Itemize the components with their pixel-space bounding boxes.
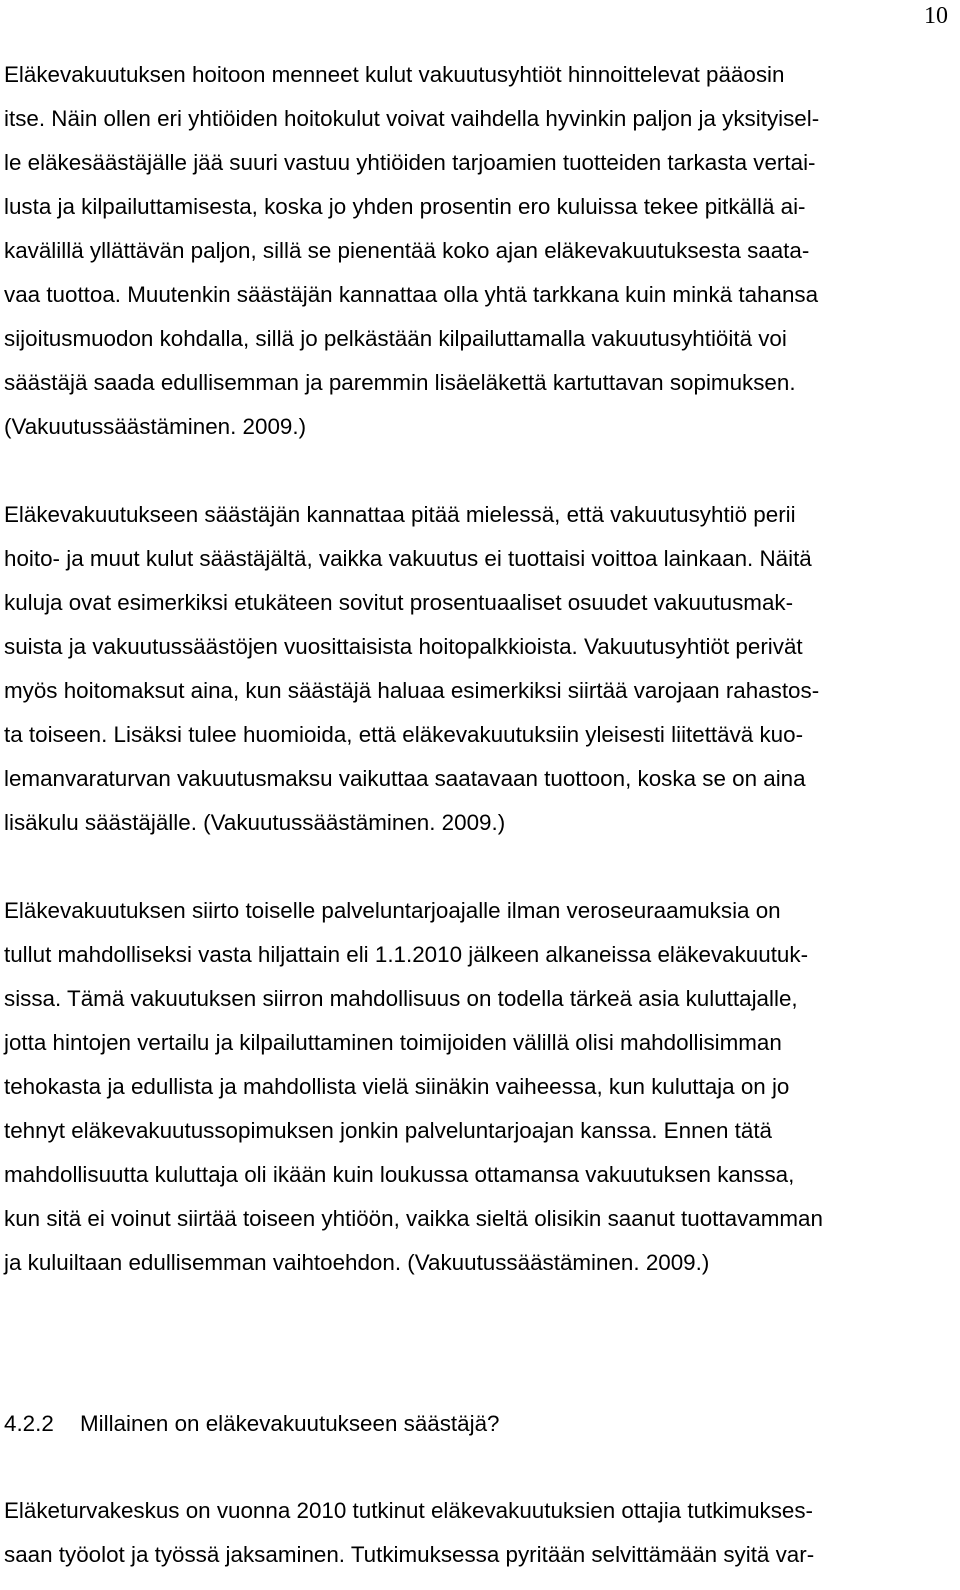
- paragraph-line: sijoitusmuodon kohdalla, sillä jo pelkästään kilpailuttamalla vakuutusyhtiöitä voi: [4, 326, 787, 351]
- paragraph-line: myös hoitomaksut aina, kun säästäjä haluaa esimerkiksi siirtää varojaan rahastos-: [4, 678, 820, 703]
- paragraph-line: ta toiseen. Lisäksi tulee huomioida, että eläkevakuutuksiin yleisesti liitettävä kuo-: [4, 722, 804, 747]
- paragraph-line: Eläkevakuutuksen siirto toiselle palveluntarjoajalle ilman veroseuraamuksia on: [4, 898, 781, 923]
- paragraph-line: vaa tuottoa. Muutenkin säästäjän kannattaa olla yhtä tarkkana kuin minkä tahansa: [4, 282, 819, 307]
- paragraph-line: kun sitä ei voinut siirtää toiseen yhtiöön, vaikka sieltä olisikin saanut tuottavamman: [4, 1206, 823, 1231]
- paragraph-line: Eläketurvakeskus on vuonna 2010 tutkinut eläkevakuutuksien ottajia tutkimukses-: [4, 1498, 814, 1523]
- section-title: Millainen on eläkevakuutukseen säästäjä?: [80, 1411, 500, 1436]
- paragraph-line: ja kuluiltaan edullisemman vaihtoehdon. (Vakuutussäästäminen. 2009.): [4, 1250, 710, 1275]
- paragraph-line: le eläkesäästäjälle jää suuri vastuu yhtiöiden tarjoamien tuotteiden tarkasta vertai-: [4, 150, 816, 175]
- paragraph-line: tehnyt eläkevakuutussopimuksen jonkin palveluntarjoajan kanssa. Ennen tätä: [4, 1118, 772, 1143]
- paragraph-line: Eläkevakuutukseen säästäjän kannattaa pitää mielessä, että vakuutusyhtiö perii: [4, 502, 796, 527]
- paragraph-line: tehokasta ja edullista ja mahdollista vielä siinäkin vaiheessa, kun kuluttaja on jo: [4, 1074, 790, 1099]
- section-number: 4.2.2: [4, 1411, 54, 1436]
- paragraph-line: kavälillä yllättävän paljon, sillä se pienentää koko ajan eläkevakuutuksesta saata-: [4, 238, 810, 263]
- paragraph-line: lisäkulu säästäjälle. (Vakuutussäästäminen. 2009.): [4, 810, 506, 835]
- paragraph-line: sissa. Tämä vakuutuksen siirron mahdollisuus on todella tärkeä asia kuluttajalle,: [4, 986, 798, 1011]
- paragraph-line: (Vakuutussäästäminen. 2009.): [4, 414, 307, 439]
- paragraph-line: lemanvaraturvan vakuutusmaksu vaikuttaa saatavaan tuottoon, koska se on aina: [4, 766, 806, 791]
- paragraph-line: Eläkevakuutuksen hoitoon menneet kulut vakuutusyhtiöt hinnoittelevat pääosin: [4, 62, 785, 87]
- paragraph-line: suista ja vakuutussäästöjen vuosittaisista hoitopalkkioista. Vakuutusyhtiöt perivät: [4, 634, 803, 659]
- paragraph-line: säästäjä saada edullisemman ja paremmin lisäeläkettä kartuttavan sopimuksen.: [4, 370, 796, 395]
- paragraph-line: jotta hintojen vertailu ja kilpailuttaminen toimijoiden välillä olisi mahdollisimman: [4, 1030, 782, 1055]
- paragraph-line: tullut mahdolliseksi vasta hiljattain eli 1.1.2010 jälkeen alkaneissa eläkevakuutuk-: [4, 942, 809, 967]
- paragraph-line: itse. Näin ollen eri yhtiöiden hoitokulut voivat vaihdella hyvinkin paljon ja yksityisel-: [4, 106, 820, 131]
- paragraph-line: lusta ja kilpailuttamisesta, koska jo yhden prosentin ero kuluissa tekee pitkällä ai-: [4, 194, 806, 219]
- page-number: 10: [924, 3, 948, 29]
- paragraph-line: hoito- ja muut kulut säästäjältä, vaikka vakuutus ei tuottaisi voittoa lainkaan. Näitä: [4, 546, 812, 571]
- paragraph-line: mahdollisuutta kuluttaja oli ikään kuin loukussa ottamansa vakuutuksen kanssa,: [4, 1162, 795, 1187]
- paragraph-line: kuluja ovat esimerkiksi etukäteen sovitut prosentuaaliset osuudet vakuutusmak-: [4, 590, 794, 615]
- paragraph-line: saan työolot ja työssä jaksaminen. Tutkimuksessa pyritään selvittämään syitä var-: [4, 1542, 815, 1567]
